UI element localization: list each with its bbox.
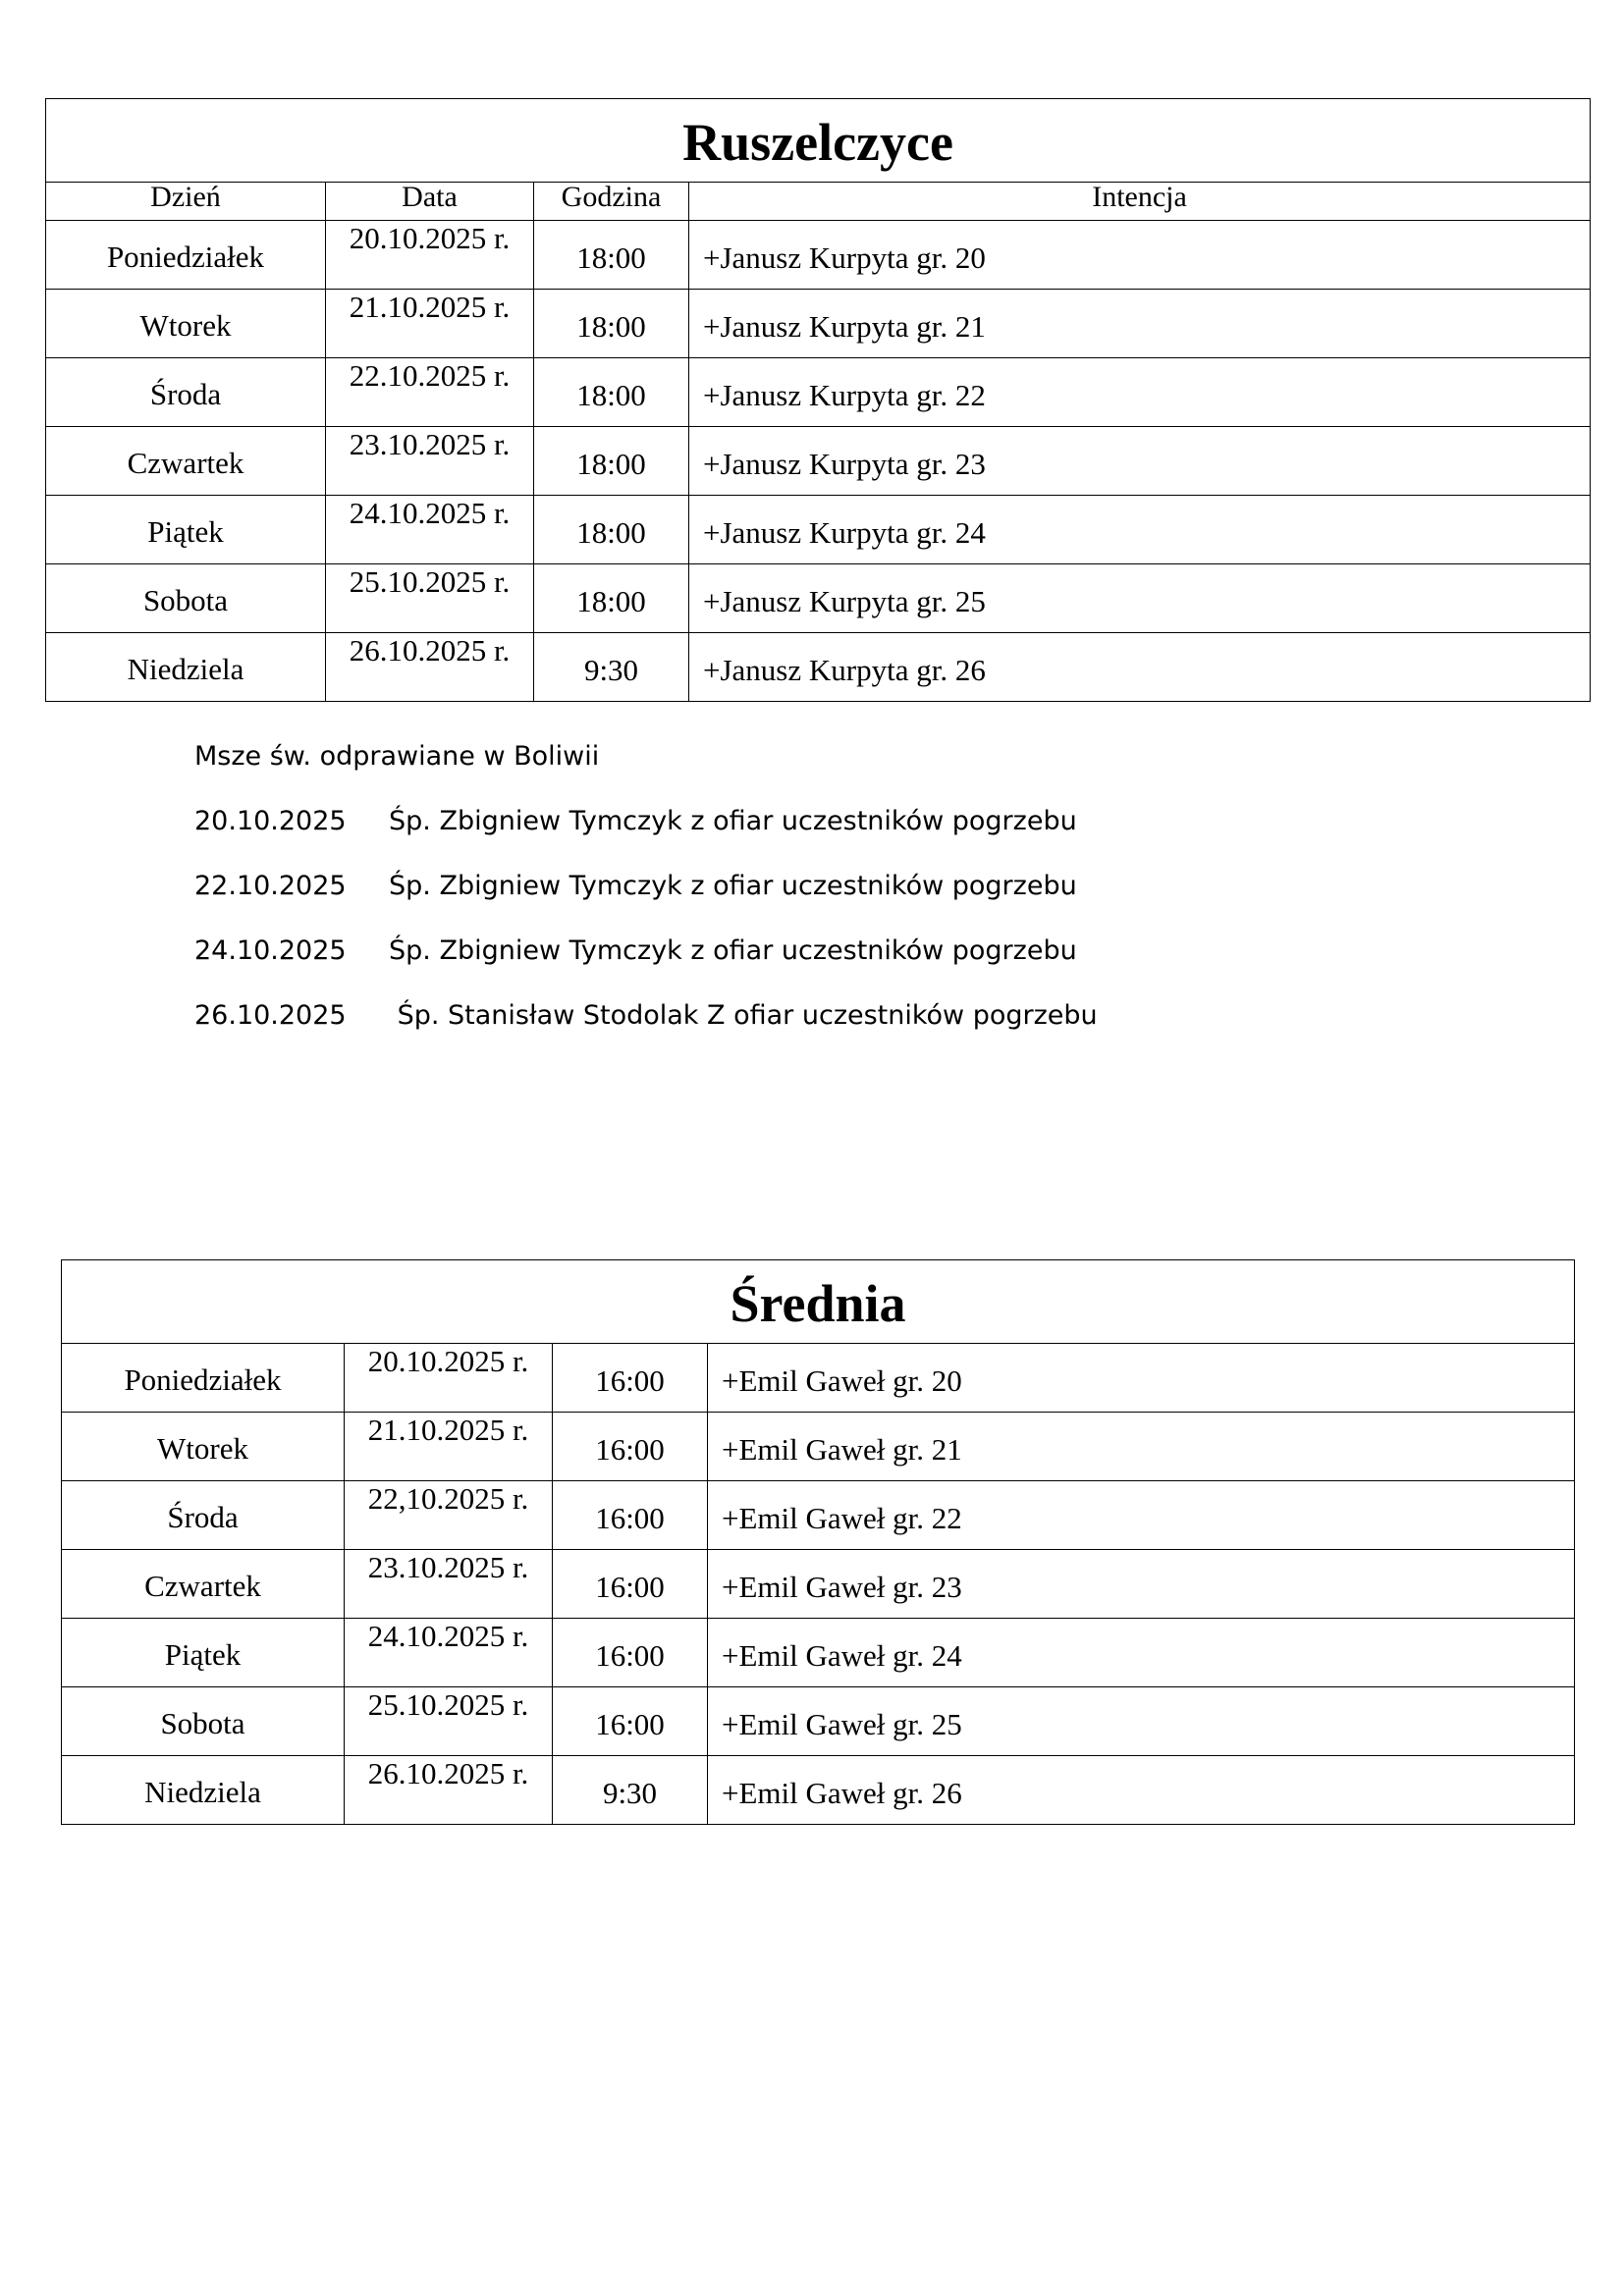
cell-time: 18:00 (534, 358, 689, 427)
cell-day: Wtorek (62, 1413, 345, 1481)
cell-intention: +Janusz Kurpyta gr. 24 (689, 496, 1591, 564)
mass-date: 22.10.2025 (194, 871, 347, 901)
cell-intention: +Emil Gaweł gr. 24 (708, 1619, 1575, 1687)
cell-date: 25.10.2025 r. (345, 1687, 553, 1756)
cell-day: Czwartek (46, 427, 326, 496)
cell-day: Piątek (62, 1619, 345, 1687)
cell-day: Czwartek (62, 1550, 345, 1619)
table-row (62, 1481, 1575, 1550)
cell-time: 16:00 (553, 1413, 708, 1481)
cell-day: Środa (62, 1481, 345, 1550)
table-row (46, 496, 1591, 564)
cell-date: 26.10.2025 r. (345, 1756, 553, 1825)
cell-day: Wtorek (46, 290, 326, 358)
cell-date: 20.10.2025 r. (345, 1344, 553, 1413)
cell-time: 16:00 (553, 1687, 708, 1756)
cell-date: 22.10.2025 r. (326, 358, 534, 427)
table-row (62, 1550, 1575, 1619)
srednia-schedule-table (61, 1259, 1575, 1825)
table-title: Ruszelczyce (46, 99, 1591, 183)
table-row (62, 1413, 1575, 1481)
cell-date: 23.10.2025 r. (326, 427, 534, 496)
cell-time: 9:30 (534, 633, 689, 702)
cell-date: 25.10.2025 r. (326, 564, 534, 633)
cell-intention: +Janusz Kurpyta gr. 20 (689, 221, 1591, 290)
cell-date: 26.10.2025 r. (326, 633, 534, 702)
cell-time: 18:00 (534, 427, 689, 496)
mass-text: Śp. Stanisław Stodolak Z ofiar uczestników pogrzebu (389, 1000, 1098, 1031)
table-row (46, 427, 1591, 496)
cell-time: 16:00 (553, 1344, 708, 1413)
cell-intention: +Janusz Kurpyta gr. 25 (689, 564, 1591, 633)
table-header-row (46, 183, 1591, 221)
list-item (194, 854, 1098, 919)
cell-time: 16:00 (553, 1481, 708, 1550)
ruszelczyce-schedule-table (45, 98, 1591, 702)
table-row (46, 633, 1591, 702)
column-header-intention: Intencja (689, 183, 1591, 221)
cell-time: 18:00 (534, 221, 689, 290)
table-row (62, 1756, 1575, 1825)
cell-day: Poniedziałek (46, 221, 326, 290)
cell-date: 24.10.2025 r. (345, 1619, 553, 1687)
cell-date: 21.10.2025 r. (345, 1413, 553, 1481)
cell-date: 24.10.2025 r. (326, 496, 534, 564)
cell-intention: +Janusz Kurpyta gr. 26 (689, 633, 1591, 702)
cell-date: 21.10.2025 r. (326, 290, 534, 358)
cell-day: Sobota (46, 564, 326, 633)
cell-time: 16:00 (553, 1550, 708, 1619)
table-row (62, 1619, 1575, 1687)
cell-date: 22,10.2025 r. (345, 1481, 553, 1550)
table-title: Średnia (62, 1260, 1575, 1344)
cell-intention: +Emil Gaweł gr. 26 (708, 1756, 1575, 1825)
cell-day: Piątek (46, 496, 326, 564)
table-row (62, 1344, 1575, 1413)
cell-day: Niedziela (62, 1756, 345, 1825)
cell-time: 18:00 (534, 290, 689, 358)
cell-day: Środa (46, 358, 326, 427)
cell-date: 23.10.2025 r. (345, 1550, 553, 1619)
cell-intention: +Emil Gaweł gr. 20 (708, 1344, 1575, 1413)
table-row (46, 564, 1591, 633)
cell-intention: +Janusz Kurpyta gr. 21 (689, 290, 1591, 358)
mass-date: 26.10.2025 (194, 1000, 347, 1031)
cell-day: Poniedziałek (62, 1344, 345, 1413)
column-header-date: Data (326, 183, 534, 221)
list-item (194, 919, 1098, 984)
table-row (46, 358, 1591, 427)
cell-intention: +Emil Gaweł gr. 21 (708, 1413, 1575, 1481)
mass-date: 20.10.2025 (194, 806, 347, 836)
list-item (194, 789, 1098, 854)
cell-time: 16:00 (553, 1619, 708, 1687)
cell-intention: +Janusz Kurpyta gr. 22 (689, 358, 1591, 427)
column-header-time: Godzina (534, 183, 689, 221)
list-item (194, 984, 1098, 1048)
mass-date: 24.10.2025 (194, 935, 347, 966)
cell-day: Sobota (62, 1687, 345, 1756)
cell-intention: +Emil Gaweł gr. 25 (708, 1687, 1575, 1756)
table-row (62, 1687, 1575, 1756)
cell-time: 18:00 (534, 496, 689, 564)
mass-text: Śp. Zbigniew Tymczyk z ofiar uczestników pogrzebu (389, 935, 1077, 966)
bolivia-masses-heading: Msze św. odprawiane w Boliwii (194, 741, 600, 772)
cell-intention: +Emil Gaweł gr. 23 (708, 1550, 1575, 1619)
mass-text: Śp. Zbigniew Tymczyk z ofiar uczestników pogrzebu (389, 806, 1077, 836)
bolivia-masses-section (194, 724, 1098, 1048)
cell-intention: +Janusz Kurpyta gr. 23 (689, 427, 1591, 496)
column-header-day: Dzień (46, 183, 326, 221)
mass-text: Śp. Zbigniew Tymczyk z ofiar uczestników pogrzebu (389, 871, 1077, 901)
cell-time: 18:00 (534, 564, 689, 633)
cell-time: 9:30 (553, 1756, 708, 1825)
table-row (46, 221, 1591, 290)
cell-intention: +Emil Gaweł gr. 22 (708, 1481, 1575, 1550)
cell-day: Niedziela (46, 633, 326, 702)
table-row (46, 290, 1591, 358)
cell-date: 20.10.2025 r. (326, 221, 534, 290)
